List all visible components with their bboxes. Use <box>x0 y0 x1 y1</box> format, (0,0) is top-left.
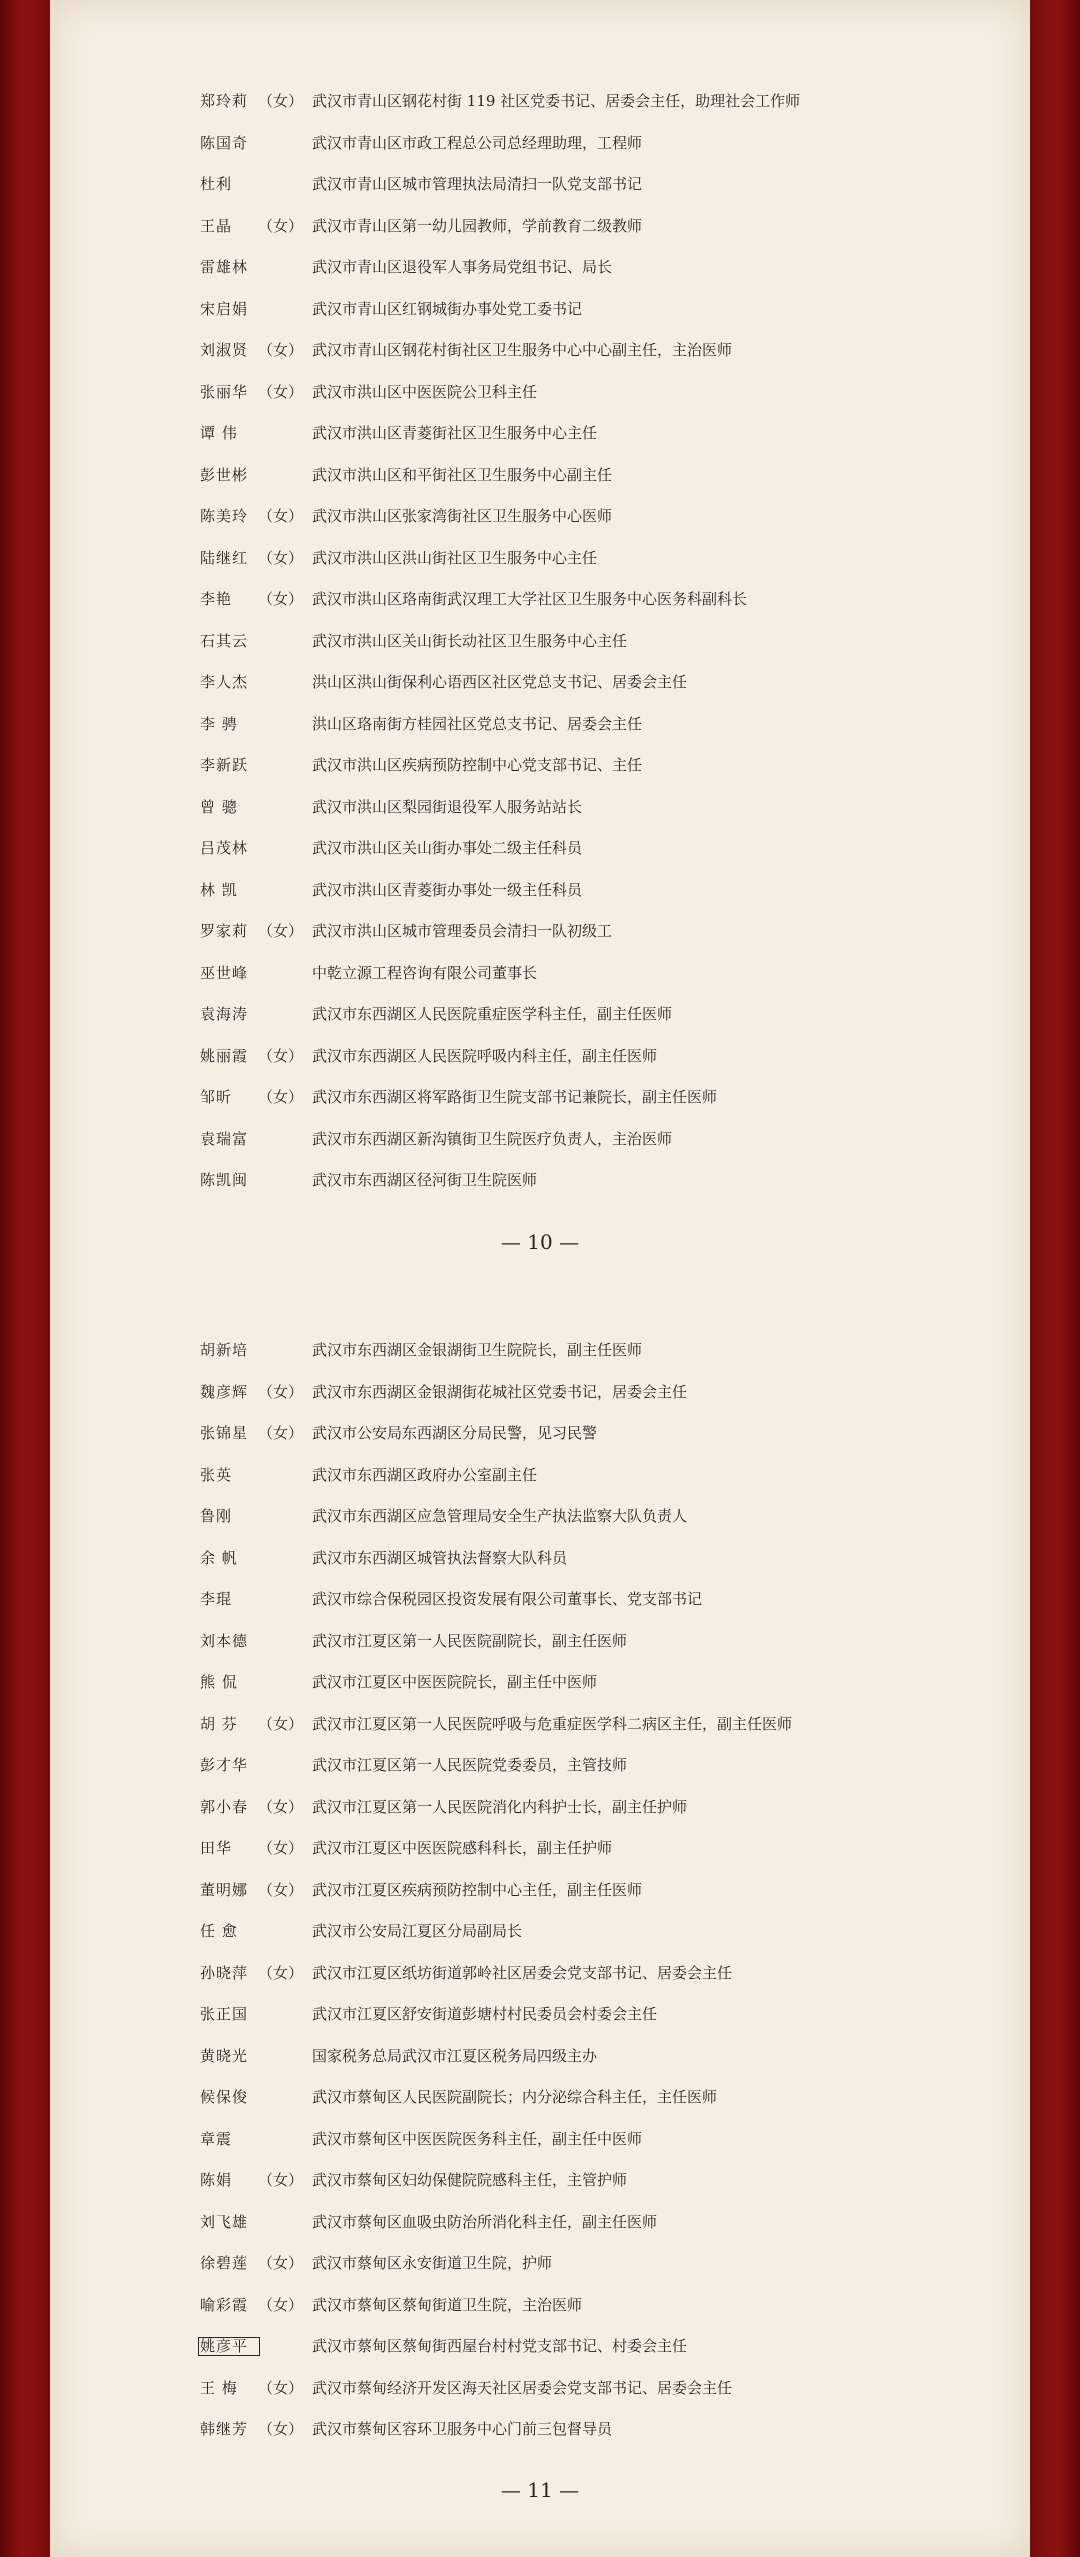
person-position: 武汉市蔡甸区中医医院医务科主任，副主任中医师 <box>312 2129 643 2148</box>
person-position: 武汉市江夏区第一人民医院呼吸与危重症医学科二病区主任，副主任医师 <box>312 1714 793 1733</box>
person-position: 武汉市江夏区纸坊街道郭岭社区居委会党支部书记、居委会主任 <box>312 1963 733 1982</box>
list-item <box>50 2036 1030 2078</box>
person-name: 任 愈 <box>200 1922 238 1941</box>
person-name: 陈美玲 <box>200 507 249 526</box>
person-position: 武汉市蔡甸区容环卫服务中心门前三包督导员 <box>312 2420 613 2439</box>
page-number-11: — 11 — <box>500 2478 580 2502</box>
person-position: 武汉市东西湖区径河街卫生院医师 <box>312 1171 538 1190</box>
person-position: 武汉市东西湖区将军路街卫生院支部书记兼院长，副主任医师 <box>312 1088 718 1107</box>
person-position: 武汉市东西湖区金银湖街花城社区党委书记，居委会主任 <box>312 1382 688 1401</box>
person-name: 王 梅 <box>200 2378 238 2397</box>
person-position: 中乾立源工程咨询有限公司董事长 <box>312 963 538 982</box>
person-position: 武汉市洪山区青菱街办事处一级主任科员 <box>312 880 583 899</box>
person-name: 徐碧莲 <box>200 2254 249 2273</box>
person-position: 武汉市江夏区第一人民医院副院长，副主任医师 <box>312 1631 628 1650</box>
list-item <box>50 1160 1030 1202</box>
person-name: 罗家莉 <box>200 922 249 941</box>
person-name: 张丽华 <box>200 382 249 401</box>
list-item <box>50 2285 1030 2327</box>
list-item <box>50 1787 1030 1829</box>
person-name: 田华 <box>200 1839 233 1858</box>
list-item <box>50 496 1030 538</box>
person-name: 陈国奇 <box>200 133 249 152</box>
gender-note: （女） <box>258 1963 304 1982</box>
list-item <box>50 1911 1030 1953</box>
list-item <box>50 372 1030 414</box>
person-position: 武汉市江夏区中医医院感科科长，副主任护师 <box>312 1839 613 1858</box>
person-position: 武汉市洪山区疾病预防控制中心党支部书记、主任 <box>312 756 643 775</box>
person-name: 韩继芳 <box>200 2420 249 2439</box>
person-name: 雷雄林 <box>200 258 249 277</box>
person-position: 武汉市青山区钢花村街社区卫生服务中心中心副主任，主治医师 <box>312 341 733 360</box>
list-item <box>50 953 1030 995</box>
person-name: 杜利 <box>200 175 233 194</box>
person-position: 武汉市洪山区城市管理委员会清扫一队初级工 <box>312 922 613 941</box>
person-name: 章震 <box>200 2129 233 2148</box>
person-position: 武汉市东西湖区人民医院重症医学科主任，副主任医师 <box>312 1005 673 1024</box>
person-position: 武汉市青山区退役军人事务局党组书记、局长 <box>312 258 613 277</box>
person-position: 武汉市江夏区疾病预防控制中心主任，副主任医师 <box>312 1880 643 1899</box>
list-item <box>50 164 1030 206</box>
person-name: 李琨 <box>200 1590 233 1609</box>
person-position: 武汉市江夏区第一人民医院党委委员，主管技师 <box>312 1756 628 1775</box>
gender-note: （女） <box>258 341 304 360</box>
person-name: 姚丽霞 <box>200 1046 249 1065</box>
person-position: 武汉市洪山区关山街办事处二级主任科员 <box>312 839 583 858</box>
list-item <box>50 413 1030 455</box>
list-item <box>50 1330 1030 1372</box>
person-name: 余 帆 <box>200 1548 238 1567</box>
list-item <box>50 2409 1030 2451</box>
list-item <box>50 206 1030 248</box>
list-item <box>50 2077 1030 2119</box>
person-name: 张英 <box>200 1465 233 1484</box>
person-position: 武汉市蔡甸区妇幼保健院院感科主任，主管护师 <box>312 2171 628 2190</box>
person-name: 石其云 <box>200 631 249 650</box>
list-item <box>50 1455 1030 1497</box>
gender-note: （女） <box>258 922 304 941</box>
person-name: 陆继红 <box>200 548 249 567</box>
list-item <box>50 123 1030 165</box>
person-name: 陈凯闽 <box>200 1171 249 1190</box>
list-item <box>50 1662 1030 1704</box>
person-position: 武汉市东西湖区人民医院呼吸内科主任，副主任医师 <box>312 1046 658 1065</box>
list-item <box>50 1496 1030 1538</box>
list-item <box>50 1704 1030 1746</box>
list-item <box>50 1745 1030 1787</box>
list-item <box>50 1953 1030 1995</box>
person-name: 郑玲莉 <box>200 92 249 111</box>
list-item <box>50 787 1030 829</box>
person-position: 武汉市蔡甸经济开发区海天社区居委会党支部书记、居委会主任 <box>312 2378 733 2397</box>
list-item <box>50 662 1030 704</box>
person-position: 武汉市洪山区洪山街社区卫生服务中心主任 <box>312 548 598 567</box>
gender-note: （女） <box>258 1797 304 1816</box>
person-name: 谭 伟 <box>200 424 238 443</box>
list-item <box>50 1119 1030 1161</box>
gender-note: （女） <box>258 2378 304 2397</box>
list-item <box>50 579 1030 621</box>
person-position: 武汉市东西湖区城管执法督察大队科员 <box>312 1548 568 1567</box>
person-name: 黄晓光 <box>200 2046 249 2065</box>
list-item <box>50 2119 1030 2161</box>
person-position: 武汉市青山区第一幼儿园教师，学前教育二级教师 <box>312 216 643 235</box>
list-item <box>50 538 1030 580</box>
person-position: 武汉市洪山区珞南街武汉理工大学社区卫生服务中心医务科副科长 <box>312 590 748 609</box>
person-position: 洪山区珞南街方桂园社区党总支书记、居委会主任 <box>312 714 643 733</box>
person-name: 巫世峰 <box>200 963 249 982</box>
person-position: 国家税务总局武汉市江夏区税务局四级主办 <box>312 2046 598 2065</box>
list-item <box>50 870 1030 912</box>
person-name: 宋启娟 <box>200 299 249 318</box>
person-position: 武汉市蔡甸区蔡甸街道卫生院，主治医师 <box>312 2295 583 2314</box>
person-name: 彭才华 <box>200 1756 249 1775</box>
person-name: 董明娜 <box>200 1880 249 1899</box>
gender-note: （女） <box>258 2171 304 2190</box>
person-position: 洪山区洪山街保利心语西区社区党总支书记、居委会主任 <box>312 673 688 692</box>
person-name: 林 凯 <box>200 880 238 899</box>
list-item <box>50 1828 1030 1870</box>
person-position: 武汉市青山区红钢城街办事处党工委书记 <box>312 299 583 318</box>
gender-note: （女） <box>258 2254 304 2273</box>
person-position: 武汉市江夏区第一人民医院消化内科护士长，副主任护师 <box>312 1797 688 1816</box>
document-paper <box>50 0 1030 2557</box>
person-name: 吕茂林 <box>200 839 249 858</box>
person-position: 武汉市东西湖区应急管理局安全生产执法监察大队负责人 <box>312 1507 688 1526</box>
person-name: 刘淑贤 <box>200 341 249 360</box>
person-name: 刘飞雄 <box>200 2212 249 2231</box>
gender-note: （女） <box>258 216 304 235</box>
list-item <box>50 1870 1030 1912</box>
person-name: 彭世彬 <box>200 465 249 484</box>
person-position: 武汉市江夏区舒安街道彭塘村村民委员会村委会主任 <box>312 2005 658 2024</box>
list-item <box>50 994 1030 1036</box>
person-name: 李人杰 <box>200 673 249 692</box>
person-position: 武汉市青山区市政工程总公司总经理助理，工程师 <box>312 133 643 152</box>
person-name: 喻彩霞 <box>200 2295 249 2314</box>
list-item <box>50 2243 1030 2285</box>
person-position: 武汉市洪山区关山街长动社区卫生服务中心主任 <box>312 631 628 650</box>
person-name: 胡 芬 <box>200 1714 238 1733</box>
page-10-list <box>50 81 1030 1202</box>
person-position: 武汉市青山区城市管理执法局清扫一队党支部书记 <box>312 175 643 194</box>
person-position: 武汉市蔡甸区蔡甸街西屋台村村党支部书记、村委会主任 <box>312 2337 688 2356</box>
person-name: 袁瑞富 <box>200 1129 249 1148</box>
gender-note: （女） <box>258 2295 304 2314</box>
person-name: 魏彦辉 <box>200 1382 249 1401</box>
page-11-list <box>50 1330 1030 2451</box>
person-position: 武汉市蔡甸区永安街道卫生院，护师 <box>312 2254 553 2273</box>
list-item <box>50 455 1030 497</box>
person-name: 李 骋 <box>200 714 238 733</box>
person-position: 武汉市蔡甸区血吸虫防治所消化科主任，副主任医师 <box>312 2212 658 2231</box>
person-position: 武汉市洪山区和平街社区卫生服务中心副主任 <box>312 465 613 484</box>
list-item <box>50 621 1030 663</box>
gender-note: （女） <box>258 1839 304 1858</box>
person-position: 武汉市蔡甸区人民医院副院长；内分泌综合科主任，主任医师 <box>312 2088 718 2107</box>
gender-note: （女） <box>258 2420 304 2439</box>
person-name: 李艳 <box>200 590 233 609</box>
person-position: 武汉市东西湖区新沟镇街卫生院医疗负责人，主治医师 <box>312 1129 673 1148</box>
list-item <box>50 2326 1030 2368</box>
list-item <box>50 704 1030 746</box>
gender-note: （女） <box>258 1088 304 1107</box>
gender-note: （女） <box>258 1714 304 1733</box>
gender-note: （女） <box>258 1382 304 1401</box>
person-position: 武汉市洪山区张家湾街社区卫生服务中心医师 <box>312 507 613 526</box>
person-name: 孙晓萍 <box>200 1963 249 1982</box>
list-item <box>50 289 1030 331</box>
person-name: 熊 侃 <box>200 1673 238 1692</box>
person-name: 候保俊 <box>200 2088 249 2107</box>
person-name: 王晶 <box>200 216 233 235</box>
gender-note: （女） <box>258 590 304 609</box>
person-name: 张锦星 <box>200 1424 249 1443</box>
person-position: 武汉市东西湖区金银湖街卫生院院长，副主任医师 <box>312 1341 643 1360</box>
list-item <box>50 1621 1030 1663</box>
gender-note: （女） <box>258 507 304 526</box>
person-name: 袁海涛 <box>200 1005 249 1024</box>
person-name: 陈娟 <box>200 2171 233 2190</box>
person-position: 武汉市洪山区青菱街社区卫生服务中心主任 <box>312 424 598 443</box>
list-item <box>50 911 1030 953</box>
person-name: 姚彦平 <box>200 2339 258 2354</box>
list-item <box>50 1413 1030 1455</box>
person-position: 武汉市公安局东西湖区分局民警，见习民警 <box>312 1424 598 1443</box>
list-item <box>50 1077 1030 1119</box>
gender-note: （女） <box>258 92 304 111</box>
list-item <box>50 330 1030 372</box>
gender-note: （女） <box>258 1046 304 1065</box>
list-item <box>50 2160 1030 2202</box>
person-name: 鲁刚 <box>200 1507 233 1526</box>
person-name: 李新跃 <box>200 756 249 775</box>
gender-note: （女） <box>258 1424 304 1443</box>
list-item <box>50 828 1030 870</box>
list-item <box>50 2202 1030 2244</box>
person-name: 张正国 <box>200 2005 249 2024</box>
person-position: 武汉市青山区钢花村街 119 社区党委书记、居委会主任，助理社会工作师 <box>312 92 801 111</box>
person-name: 邹昕 <box>200 1088 233 1107</box>
list-item <box>50 1036 1030 1078</box>
person-name: 郭小春 <box>200 1797 249 1816</box>
list-item <box>50 1579 1030 1621</box>
person-position: 武汉市综合保税园区投资发展有限公司董事长、党支部书记 <box>312 1590 703 1609</box>
person-name: 曾 骢 <box>200 797 238 816</box>
list-item <box>50 745 1030 787</box>
list-item <box>50 2368 1030 2410</box>
person-name: 胡新培 <box>200 1341 249 1360</box>
gender-note: （女） <box>258 548 304 567</box>
gender-note: （女） <box>258 1880 304 1899</box>
person-position: 武汉市洪山区中医医院公卫科主任 <box>312 382 538 401</box>
person-name: 刘本德 <box>200 1631 249 1650</box>
list-item <box>50 247 1030 289</box>
person-position: 武汉市江夏区中医医院院长，副主任中医师 <box>312 1673 598 1692</box>
page-number-10: — 10 — <box>500 1230 580 1254</box>
list-item <box>50 1538 1030 1580</box>
list-item <box>50 1372 1030 1414</box>
list-item <box>50 1994 1030 2036</box>
person-position: 武汉市洪山区梨园街退役军人服务站站长 <box>312 797 583 816</box>
person-position: 武汉市公安局江夏区分局副局长 <box>312 1922 523 1941</box>
person-position: 武汉市东西湖区政府办公室副主任 <box>312 1465 538 1484</box>
gender-note: （女） <box>258 382 304 401</box>
list-item <box>50 81 1030 123</box>
